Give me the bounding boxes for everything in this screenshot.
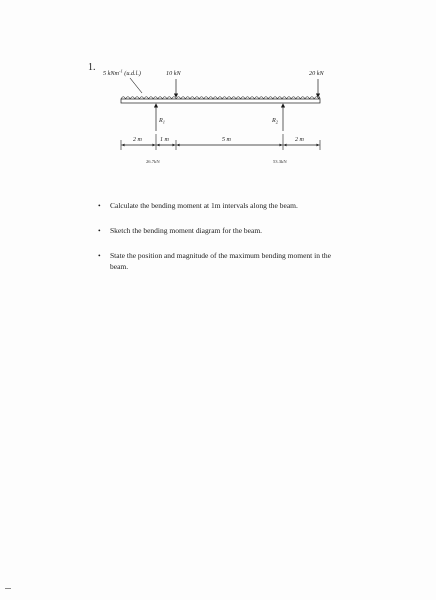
dimension-label-2m: 2 m <box>133 137 142 143</box>
task-item: • Calculate the bending moment at 1m intervals along the beam. <box>98 200 348 211</box>
beam <box>121 99 320 103</box>
point-load-10kn-label: 10 kN <box>166 70 181 77</box>
dimension-label-1m: 1 m <box>160 137 169 143</box>
point-load-20kn-label: 20 kN <box>309 70 324 77</box>
reaction-r2-value: 53.3kN <box>273 159 287 164</box>
task-item: • State the position and magnitude of the maximum bending moment in the beam. <box>98 250 348 272</box>
task-item: • Sketch the bending moment diagram for the beam. <box>98 225 348 236</box>
reaction-r1-label: $R_1$ <box>159 117 166 125</box>
dimension-label-2m-right: 2 m <box>295 137 304 143</box>
beam-diagram <box>0 0 436 200</box>
dimension-label-5m: 5 m <box>222 137 231 143</box>
question-number: 1. <box>88 62 96 73</box>
task-list <box>98 200 348 286</box>
reaction-r1-value: 26.7kN <box>146 159 160 164</box>
page-edge-mark <box>5 588 11 589</box>
reaction-r2-label: $R_2$ <box>272 117 279 125</box>
udl-label: 5 kNm$^{-1}$ (u.d.l.) <box>103 68 141 77</box>
udl-leader <box>130 78 142 93</box>
